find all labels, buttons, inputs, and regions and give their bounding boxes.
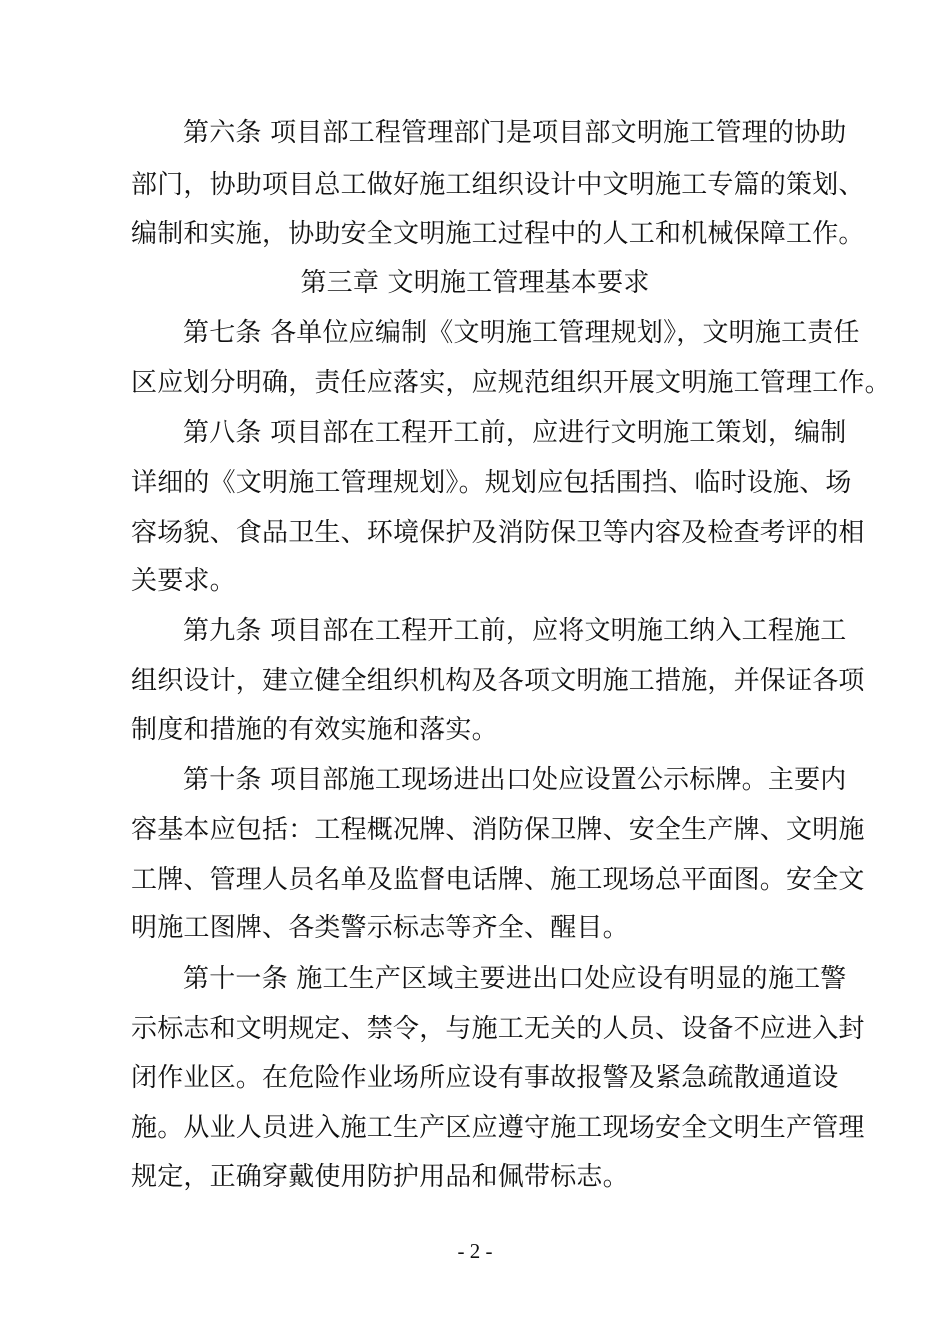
article-8-line-2: 详细的《文明施工管理规划》。规划应包括围挡、临时设施、场	[131, 468, 852, 498]
article-10-line-1: 第十条 项目部施工现场进出口处应设置公示标牌。主要内	[183, 765, 847, 795]
article-6-line-2: 部门，协助项目总工做好施工组织设计中文明施工专篇的策划、	[131, 170, 865, 200]
article-8-line-3: 容场貌、食品卫生、环境保护及消防保卫等内容及检查考评的相	[131, 518, 865, 548]
article-6-line-3: 编制和实施，协助安全文明施工过程中的人工和机械保障工作。	[131, 219, 865, 249]
article-11-line-4: 施。从业人员进入施工生产区应遵守施工现场安全文明生产管理	[131, 1113, 865, 1143]
article-8-line-4: 关要求。	[131, 566, 236, 596]
article-10-line-4: 明施工图牌、各类警示标志等齐全、醒目。	[131, 913, 629, 943]
article-9-line-2: 组织设计，建立健全组织机构及各项文明施工措施，并保证各项	[131, 666, 865, 696]
article-11-line-1: 第十一条 施工生产区域主要进出口处应设有明显的施工警	[183, 964, 847, 994]
chapter-heading: 第三章 文明施工管理基本要求	[300, 268, 650, 298]
article-10-line-2: 容基本应包括：工程概况牌、消防保卫牌、安全生产牌、文明施	[131, 815, 865, 845]
article-6-line-1: 第六条 项目部工程管理部门是项目部文明施工管理的协助	[183, 118, 847, 148]
article-7-line-1: 第七条 各单位应编制《文明施工管理规划》，文明施工责任	[183, 318, 860, 348]
page-number: - 2 -	[457, 1239, 493, 1263]
article-11-line-2: 示标志和文明规定、禁令，与施工无关的人员、设备不应进入封	[131, 1014, 865, 1044]
article-9-line-1: 第九条 项目部在工程开工前，应将文明施工纳入工程施工	[183, 616, 847, 646]
article-11-line-3: 闭作业区。在危险作业场所应设有事故报警及紧急疏散通道设	[131, 1063, 839, 1093]
article-10-line-3: 工牌、管理人员名单及监督电话牌、施工现场总平面图。安全文	[131, 865, 865, 895]
article-11-line-5: 规定，正确穿戴使用防护用品和佩带标志。	[131, 1162, 629, 1192]
article-7-line-2: 区应划分明确，责任应落实，应规范组织开展文明施工管理工作。	[131, 368, 891, 398]
article-9-line-3: 制度和措施的有效实施和落实。	[131, 715, 498, 745]
article-8-line-1: 第八条 项目部在工程开工前，应进行文明施工策划，编制	[183, 418, 847, 448]
